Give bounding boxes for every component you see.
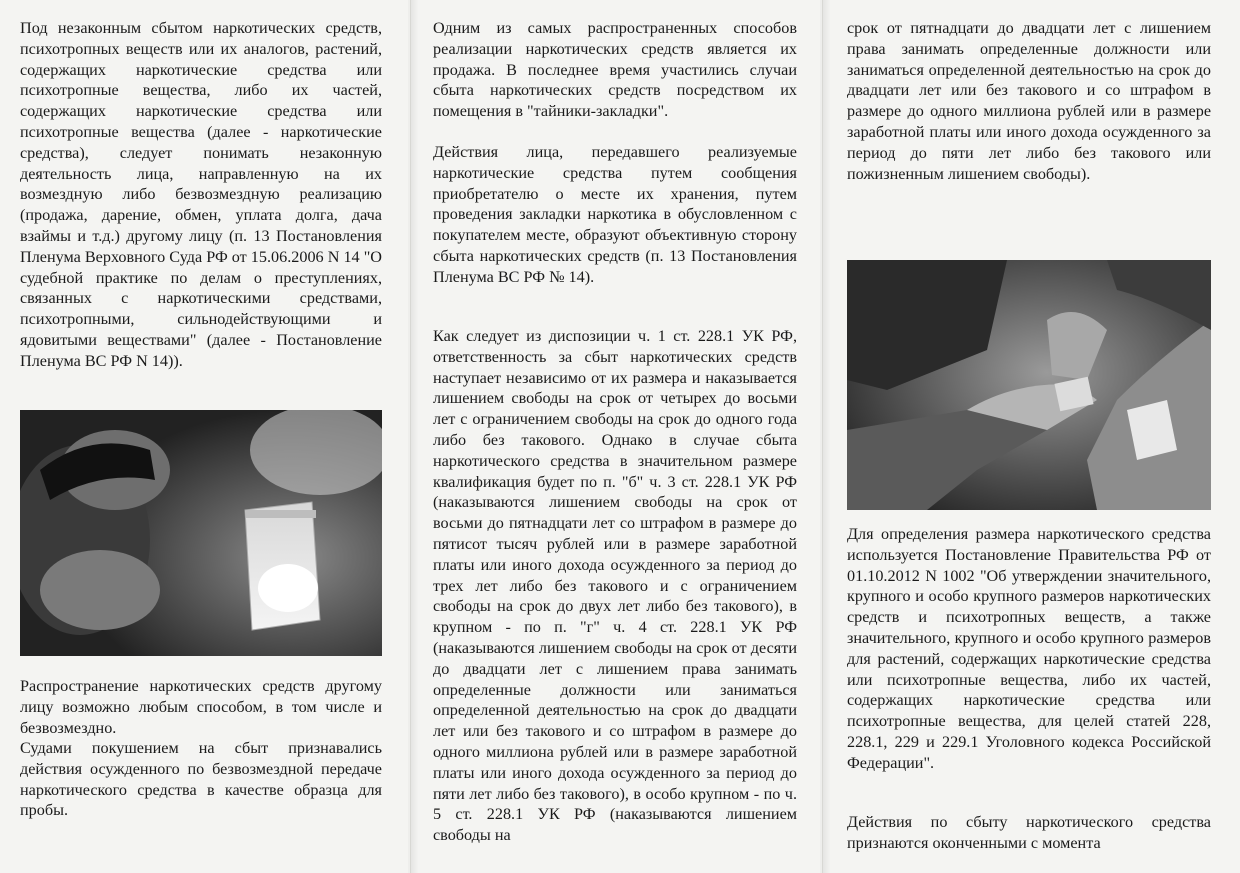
column1-paragraph-3: Судами покушением на сбыт признавались действия осужденного по безвозмездной передаче наркотического средства в качестве образца для пробы.	[20, 739, 382, 820]
column1-paragraph-2: Распространение наркотических средств другому лицу возможно любым способом, в том числе и безвозмездно.	[20, 677, 382, 737]
hand-to-hand-exchange-image	[847, 260, 1211, 510]
column1-paragraph-1: Под незаконным сбытом наркотических средств, психотропных веществ или их аналогов, растений, содержащих наркотические средства или психотропные вещества, либо их частей, содержащих наркотические средства или психотропные вещества (далее - наркотические средства), следует понимать незаконную деятельность лица, направленную на их возмездную либо безвозмездную реализацию (продажа, дарение, обмен, уплата долга, дача взаймы и т.д.) другому лицу (п. 13 Постановления Пленума Верховного Суда РФ от 15.06.2006 N 14 "О судебной практике по делам о преступлениях, связанных с наркотическими средствами, психотропными, сильнодействующими и ядовитыми веществами" (далее - Постановление Пленума ВС РФ N 14)).	[20, 19, 382, 370]
handcuffed-hands-with-powder-bag-image	[20, 410, 382, 656]
column2-paragraph-2: Действия лица, передавшего реализуемые наркотические средства путем сообщения приобретателю о месте их хранения, путем проведения закладки наркотика в обусловленном с покупателем месте, образуют объективную сторону сбыта наркотических средств (п. 13 Постановления Пленума ВС РФ № 14).	[433, 143, 797, 286]
column3-paragraph-1: срок от пятнадцати до двадцати лет с лишением права занимать определенные должности или заниматься определенной деятельностью на срок до двадцати лет или без такового и со штрафом в размере до одного миллиона рублей или в размере заработной платы или иного дохода осужденного за период до пяти лет либо без такового или пожизненным лишением свободы).	[847, 19, 1211, 183]
leaflet-panel-right	[822, 0, 1240, 873]
leaflet-panel-middle	[410, 0, 820, 873]
column3-paragraph-3: Действия по сбыту наркотического средства признаются оконченными с момента	[847, 813, 1211, 852]
leaflet-panel-left	[0, 0, 408, 873]
column2-paragraph-1: Одним из самых распространенных способов реализации наркотических средств является их продажа. В последнее время участились случаи сбыта наркотических средств посредством их помещения в "тайники-закладки".	[433, 19, 797, 121]
column3-paragraph-2: Для определения размера наркотического средства используется Постановление Правительства РФ от 01.10.2012 N 1002 "Об утверждении значительного, крупного и особо крупного размеров наркотических средств и психотропных веществ, а также значительного, крупного и особо крупного размеров для растений, содержащих наркотические средства или психотропные вещества, либо их частей, содержащих наркотические средства или психотропные вещества, для целей статей 228, 228.1, 229 и 229.1 Уголовного кодекса Российской Федерации".	[847, 525, 1211, 772]
column2-paragraph-3: Как следует из диспозиции ч. 1 ст. 228.1 УК РФ, ответственность за сбыт наркотических средств наступает независимо от их размера и наказывается лишением свободы на срок от четырех до восьми лет с ограничением свободы на срок до одного года либо без такового. Однако в случае сбыта наркотического средства в значительном размере квалификация будет по п. "б" ч. 3 ст. 228.1 УК РФ (наказываются лишением свободы на срок от восьми до пятнадцати лет со штрафом в размере до пятисот тысяч рублей или в размере заработной платы или иного дохода осужденного за период до трех лет либо без такового и с ограничением свободы на срок до двух лет либо без такового), в крупном - по п. "г" ч. 4 ст. 228.1 УК РФ (наказываются лишением свободы на срок от десяти до двадцати лет с лишением права занимать определенные должности или заниматься определенной деятельностью на срок до двадцати лет или без такового и со штрафом в размере до одного миллиона рублей или в размере заработной платы или иного дохода осужденного за период до пяти лет либо без такового), в особо крупном - по ч. 5 ст. 228.1 УК РФ (наказываются лишением свободы на	[433, 327, 797, 845]
